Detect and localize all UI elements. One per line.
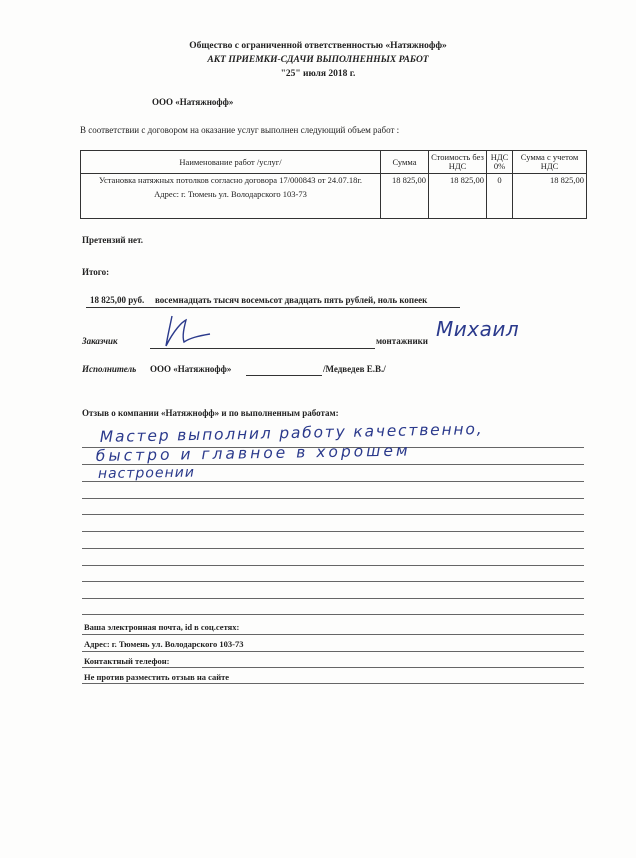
review-line [82, 598, 584, 599]
row-sum-with-vat: 18 825,00 [513, 174, 587, 219]
act-date: "25" июля 2018 г. [280, 69, 356, 79]
total-words: восемнадцать тысяч восемьсот двадцать пять рублей, ноль копеек [155, 295, 428, 305]
works-table [80, 150, 587, 219]
phone-line [82, 667, 584, 668]
review-handwriting-line-3: настроении [97, 464, 196, 482]
row-vat: 0 [487, 174, 513, 219]
header-vat: НДС 0% [487, 151, 513, 174]
no-claims: Претензий нет. [82, 235, 144, 245]
company-line: Общество с ограниченной ответственностью «Натяжнофф» [189, 41, 447, 51]
customer-label: Заказчик [82, 336, 118, 346]
header-name: Наименование работ /услуг/ [81, 151, 381, 174]
email-label: Ваша электронная почта, id в соц.сетях: [84, 622, 240, 632]
review-line [82, 614, 584, 615]
installer-signature: Михаил [436, 317, 520, 341]
review-line [82, 498, 584, 499]
header-cost-no-vat: Стоимость без НДС [429, 151, 487, 174]
org-name: ООО «Натяжнофф» [152, 97, 234, 107]
email-line [82, 634, 584, 635]
row-cost-no-vat: 18 825,00 [429, 174, 487, 219]
installer-label: монтажники [376, 336, 428, 346]
executor-signature-line [246, 375, 322, 376]
total-label: Итого: [82, 267, 110, 277]
act-title: АКТ ПРИЕМКИ-СДАЧИ ВЫПОЛНЕННЫХ РАБОТ [207, 55, 429, 65]
total-amount: 18 825,00 руб. [90, 295, 145, 305]
executor-label: Исполнитель [82, 364, 137, 374]
row-name: Установка натяжных потолков согласно договора 17/000843 от 24.07.18г. [98, 175, 363, 185]
customer-signature-scribble [160, 312, 220, 352]
row-sum: 18 825,00 [381, 174, 429, 219]
table-header-row [81, 151, 587, 174]
row-name-cell [81, 174, 381, 219]
review-line [82, 581, 584, 582]
review-handwriting-line-2: быстро и главное в хорошем [95, 441, 411, 465]
header-sum: Сумма [381, 151, 429, 174]
address-field: Адрес: г. Тюмень ул. Володарского 103-73 [84, 639, 244, 649]
intro-text: В соответствии с договором на оказание услуг выполнен следующий объем работ : [80, 125, 400, 135]
phone-label: Контактный телефон: [84, 656, 170, 666]
review-line [82, 514, 584, 515]
row-address: Адрес: г. Тюмень ул. Володарского 103-73 [154, 189, 307, 199]
review-line [82, 565, 584, 566]
table-row [81, 174, 587, 219]
publish-label: Не против разместить отзыв на сайте [84, 672, 230, 682]
executor-org: ООО «Натяжнофф» [150, 364, 232, 374]
executor-name: /Медведев Е.В./ [323, 364, 386, 374]
header-sum-with-vat: Сумма с учетом НДС [513, 151, 587, 174]
review-handwriting-line-1: Мастер выполнил работу качественно, [99, 419, 484, 446]
publish-line [82, 683, 584, 684]
address-line [82, 651, 584, 652]
review-line [82, 531, 584, 532]
review-title: Отзыв о компании «Натяжнофф» и по выполненным работам: [82, 408, 339, 418]
total-underline [86, 307, 460, 308]
review-line [82, 548, 584, 549]
